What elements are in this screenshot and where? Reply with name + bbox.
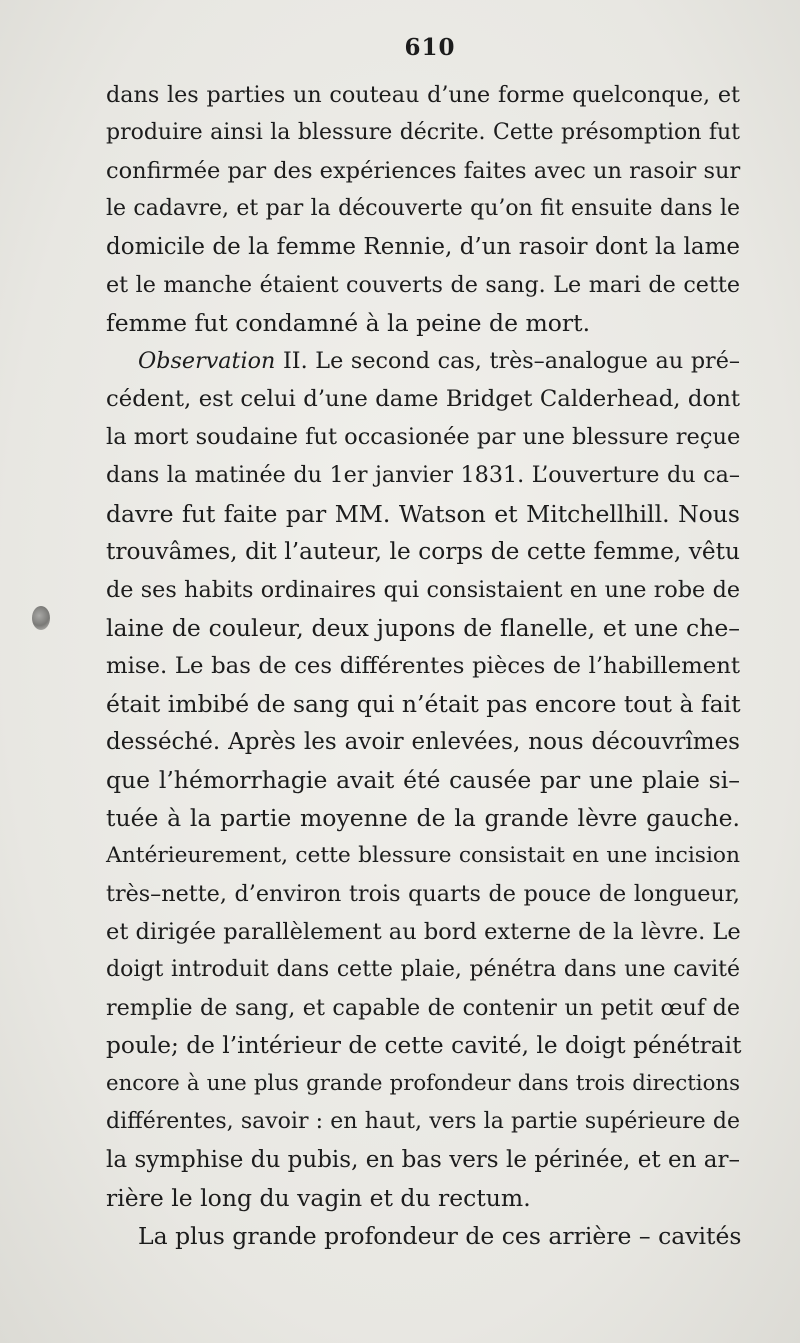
page-number: 610 — [404, 34, 456, 61]
text-line-observation — [106, 342, 740, 380]
text-line: de ses habits ordinaires qui consistaient en une robe de — [106, 576, 740, 603]
text-line: Antérieurement, cette blessure consistait en une incision — [106, 842, 740, 868]
text-line: cédent, est celui d’une dame Bridget Calderhead, dont — [106, 386, 740, 413]
text-line: encore à une plus grande profondeur dans trois directions — [106, 1071, 740, 1097]
text-line: la mort soudaine fut occasionée par une blessure reçue — [106, 424, 741, 451]
text-line: doigt introduit dans cette plaie, pénétra dans une cavité — [106, 957, 740, 983]
text-line: remplie de sang, et capable de contenir un petit œuf de — [106, 995, 740, 1022]
text-line: que l’hémorrhagie avait été causée par une plaie si– — [106, 765, 740, 794]
text-line: et le manche étaient couverts de sang. Le mari de cette — [106, 272, 740, 299]
text-line: trouvâmes, dit l’auteur, le corps de cette femme, vêtu — [106, 537, 740, 565]
body-text — [106, 76, 740, 1255]
text-line: La plus grande profondeur de ces arrière – cavités — [138, 1222, 742, 1251]
text-line: confirmée par des expériences faites avec un rasoir sur — [106, 158, 741, 185]
text-line: domicile de la femme Rennie, d’un rasoir dont la lame — [106, 234, 740, 261]
text-line: dans la matinée du 1er janvier 1831. L’ouverture du ca– — [106, 462, 740, 489]
text-line: femme fut condamné à la peine de mort. — [106, 309, 591, 338]
text-line: poule; de l’intérieur de cette cavité, le doigt pénétrait — [106, 1032, 742, 1060]
observation-text: II. Le second cas, très–analogue au pré– — [275, 348, 740, 375]
text-line: tuée à la partie moyenne de la grande lèvre gauche. — [106, 803, 740, 832]
text-line: desséché. Après les avoir enlevées, nous découvrîmes — [106, 728, 740, 755]
text-line: dans les parties un couteau d’une forme quelconque, et — [106, 82, 740, 108]
observation-heading: Observation — [138, 348, 276, 375]
text-line: mise. Le bas de ces différentes pièces de l’habillement — [106, 652, 740, 679]
text-line: laine de couleur, deux jupons de flanelle, et une che– — [106, 613, 740, 642]
ink-stain — [32, 606, 50, 630]
text-line: le cadavre, et par la découverte qu’on fit ensuite dans le — [106, 196, 740, 222]
text-line: était imbibé de sang qui n’était pas encore tout à fait — [106, 689, 741, 718]
text-line: produire ainsi la blessure décrite. Cette présomption fut — [106, 120, 740, 146]
text-line: la symphise du pubis, en bas vers le périnée, et en ar– — [106, 1147, 740, 1174]
text-line: et dirigée parallèlement au bord externe de la lèvre. Le — [106, 919, 741, 946]
text-line: davre fut faite par MM. Watson et Mitchellhill. Nous — [106, 499, 740, 528]
text-line: différentes, savoir : en haut, vers la partie supérieure de — [106, 1109, 740, 1135]
text-line: très–nette, d’environ trois quarts de pouce de longueur, — [106, 880, 740, 907]
text-line: rière le long du vagin et du rectum. — [106, 1184, 531, 1213]
